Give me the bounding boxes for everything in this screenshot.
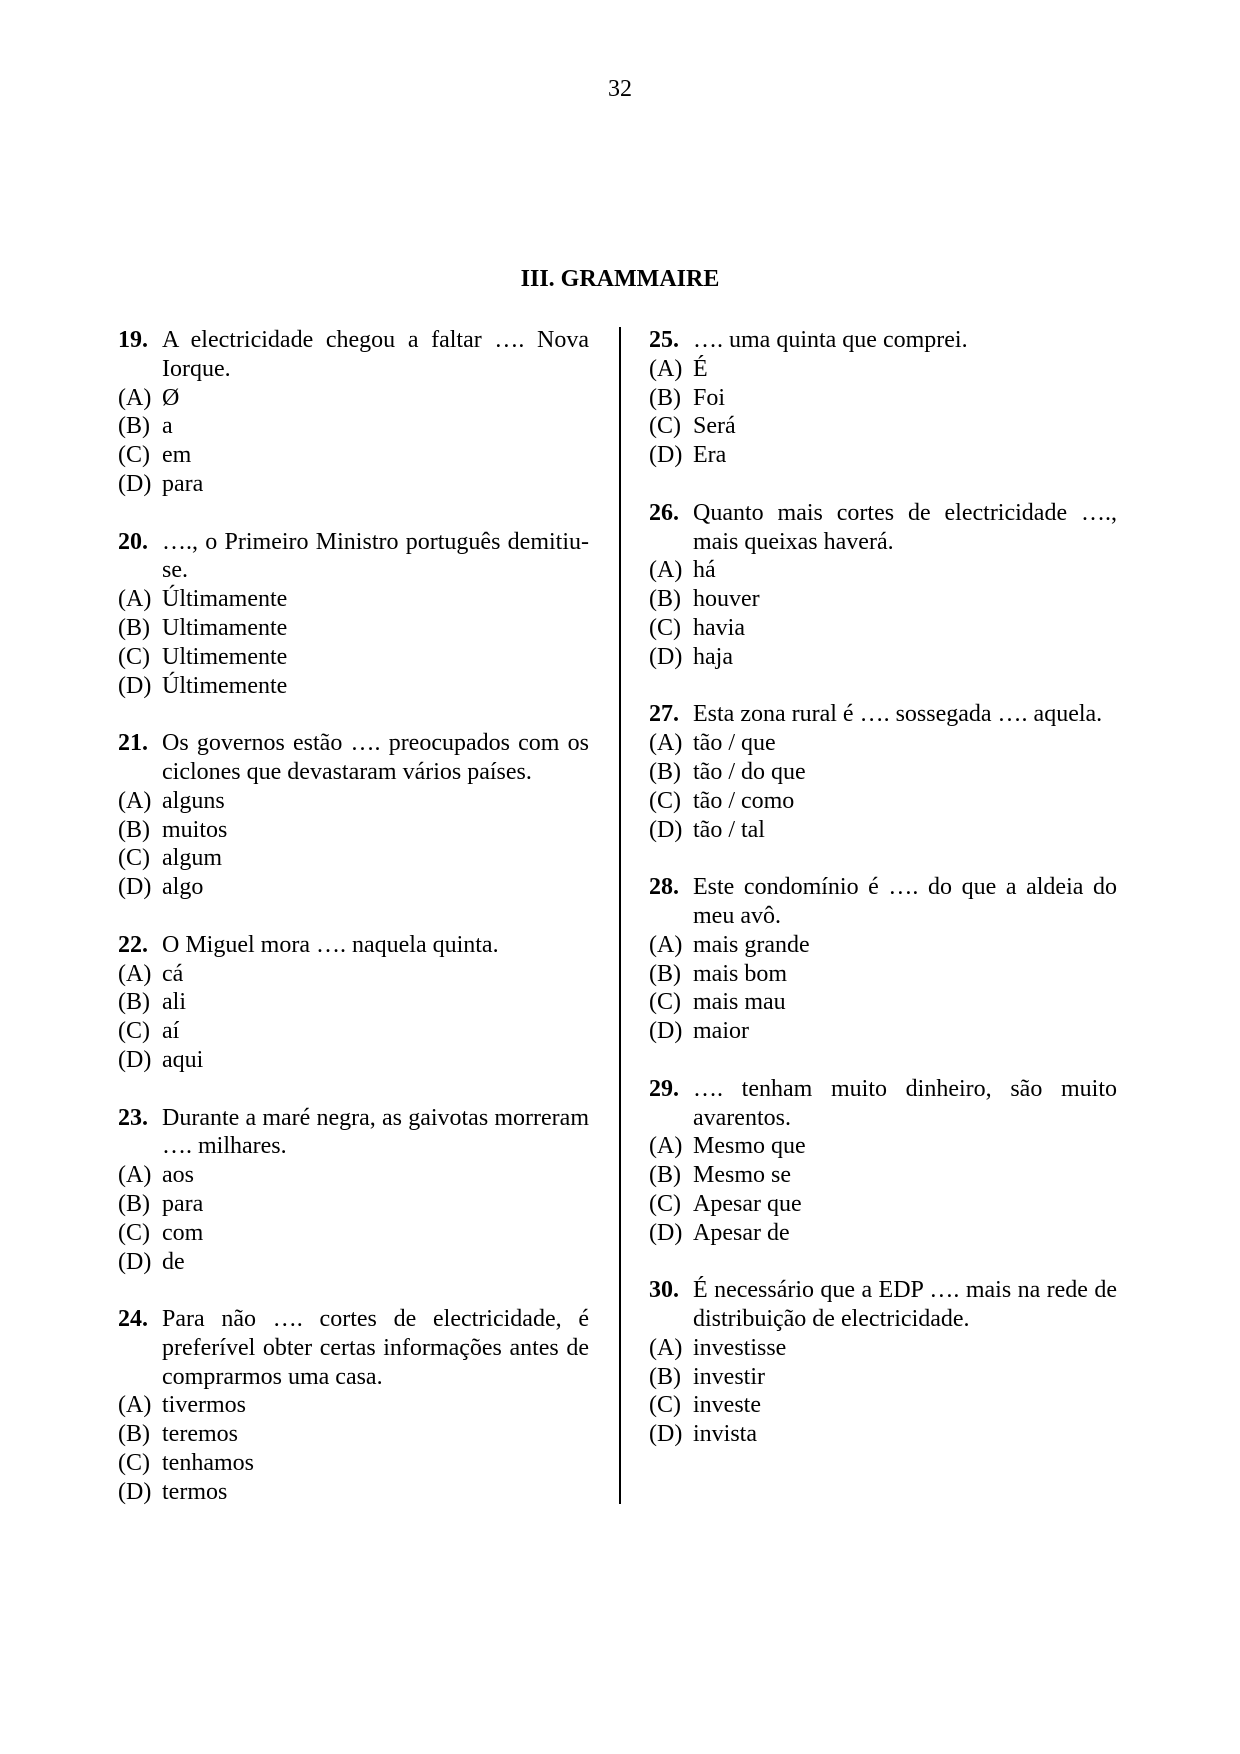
option-b — [649, 585, 1117, 614]
option-d — [649, 1017, 1117, 1046]
option-b — [649, 758, 1117, 787]
question-text: É necessário que a EDP …. mais na rede de distribuição de electricidade. — [693, 1277, 1117, 1333]
option-text: haja — [693, 643, 733, 670]
question-20 — [118, 528, 589, 701]
option-letter: (B) — [118, 614, 150, 641]
question-stem — [118, 326, 589, 384]
option-d — [649, 441, 1117, 470]
option-c — [649, 412, 1117, 441]
question-30 — [649, 1276, 1117, 1449]
option-text: de — [162, 1248, 185, 1275]
option-c — [118, 643, 589, 672]
option-a — [649, 729, 1117, 758]
option-a — [118, 585, 589, 614]
option-letter: (C) — [649, 413, 681, 440]
option-text: tão / tal — [693, 816, 765, 843]
option-c — [649, 1190, 1117, 1219]
option-text: houver — [693, 586, 760, 613]
option-text: algum — [162, 845, 222, 872]
option-letter: (C) — [118, 643, 150, 670]
option-a — [649, 355, 1117, 384]
option-text: Era — [693, 442, 727, 469]
section-title: III. GRAMMAIRE — [520, 266, 720, 292]
question-number: 29. — [649, 1075, 679, 1102]
option-text: cá — [162, 960, 184, 987]
question-number: 23. — [118, 1104, 148, 1131]
option-letter: (A) — [118, 960, 152, 987]
option-text: invista — [693, 1421, 757, 1448]
option-text: com — [162, 1219, 204, 1246]
page-number: 32 — [608, 76, 632, 102]
option-letter: (C) — [118, 1018, 150, 1045]
question-text: Os governos estão …. preocupados com os ciclones que devastaram vários países. — [162, 730, 589, 785]
option-text: Apesar que — [693, 1190, 802, 1217]
option-letter: (A) — [649, 1133, 683, 1160]
option-letter: (A) — [649, 355, 683, 382]
option-text: aos — [162, 1162, 194, 1189]
question-number: 20. — [118, 528, 148, 555]
option-a — [118, 1391, 589, 1420]
option-letter: (A) — [118, 1392, 152, 1419]
question-number: 25. — [649, 327, 679, 353]
option-text: muitos — [162, 816, 228, 843]
option-text: aqui — [162, 1046, 204, 1073]
option-d — [649, 643, 1117, 672]
option-text: aí — [162, 1018, 180, 1045]
option-letter: (D) — [649, 816, 683, 843]
question-text: Para não …. cortes de electricidade, é preferível obter certas informações antes de comprarmos uma casa. — [162, 1306, 589, 1390]
question-27 — [649, 700, 1117, 844]
option-letter: (A) — [649, 1334, 683, 1361]
question-stem — [118, 931, 589, 960]
option-d — [118, 873, 589, 902]
option-c — [118, 844, 589, 873]
option-a — [118, 787, 589, 816]
option-b — [649, 1161, 1117, 1190]
option-letter: (D) — [649, 442, 683, 469]
option-letter: (D) — [649, 1018, 683, 1045]
option-b — [649, 1363, 1117, 1392]
option-a — [649, 931, 1117, 960]
question-21 — [118, 729, 589, 902]
option-text: ali — [162, 989, 186, 1016]
option-letter: (A) — [649, 931, 683, 958]
option-letter: (C) — [649, 1392, 681, 1419]
option-b — [118, 816, 589, 845]
option-text: Ultimemente — [162, 643, 288, 670]
option-text: Foi — [693, 384, 726, 411]
option-text: É — [693, 355, 708, 382]
option-text: termos — [162, 1478, 228, 1505]
column-divider — [619, 327, 621, 1504]
option-text: há — [693, 557, 716, 584]
option-letter: (C) — [649, 614, 681, 641]
option-text: Últimamente — [162, 586, 288, 613]
question-stem — [649, 700, 1117, 729]
option-letter: (B) — [649, 960, 681, 987]
option-text: Últimemente — [162, 672, 288, 699]
option-letter: (A) — [649, 557, 683, 584]
option-d — [649, 1219, 1117, 1248]
option-text: para — [162, 1190, 204, 1217]
option-a — [118, 960, 589, 989]
option-text: mais mau — [693, 989, 786, 1016]
question-stem — [118, 1104, 589, 1162]
option-text: investisse — [693, 1334, 787, 1361]
option-a — [118, 1161, 589, 1190]
option-letter: (B) — [118, 816, 150, 843]
option-letter: (C) — [118, 1450, 150, 1477]
option-text: mais grande — [693, 931, 810, 958]
option-letter: (D) — [118, 1046, 152, 1073]
option-letter: (D) — [118, 1248, 152, 1275]
option-text: a — [162, 413, 173, 440]
option-c — [118, 1219, 589, 1248]
option-text: Mesmo que — [693, 1133, 806, 1160]
option-text: tenhamos — [162, 1450, 254, 1477]
option-b — [118, 412, 589, 441]
option-text: alguns — [162, 787, 225, 814]
option-c — [118, 1449, 589, 1478]
option-text: em — [162, 442, 192, 469]
option-text: havia — [693, 614, 745, 641]
option-d — [118, 1046, 589, 1075]
question-number: 30. — [649, 1277, 679, 1304]
option-d — [649, 816, 1117, 845]
question-text: Quanto mais cortes de electricidade …., mais queixas haverá. — [693, 499, 1117, 555]
option-letter: (B) — [649, 1363, 681, 1390]
question-stem — [649, 1075, 1117, 1133]
option-text: teremos — [162, 1421, 238, 1448]
option-c — [649, 787, 1117, 816]
option-d — [118, 672, 589, 701]
question-text: A electricidade chegou a faltar …. Nova Iorque. — [162, 327, 589, 382]
option-letter: (C) — [118, 1219, 150, 1246]
question-number: 24. — [118, 1306, 148, 1333]
question-29 — [649, 1075, 1117, 1248]
option-text: tão / que — [693, 730, 776, 757]
question-number: 19. — [118, 327, 148, 353]
option-a — [649, 1132, 1117, 1161]
option-letter: (A) — [118, 586, 152, 613]
question-25 — [649, 326, 1117, 470]
option-letter: (D) — [649, 643, 683, 670]
option-b — [649, 384, 1117, 413]
option-letter: (B) — [649, 586, 681, 613]
question-text: Durante a maré negra, as gaivotas morreram …. milhares. — [162, 1104, 589, 1160]
option-c — [649, 1391, 1117, 1420]
question-stem — [118, 729, 589, 787]
option-b — [118, 1190, 589, 1219]
option-letter: (D) — [118, 672, 152, 699]
option-letter: (D) — [649, 1219, 683, 1246]
question-number: 26. — [649, 499, 679, 526]
option-letter: (B) — [118, 989, 150, 1016]
option-b — [649, 960, 1117, 989]
option-c — [118, 1017, 589, 1046]
question-26 — [649, 499, 1117, 672]
question-number: 28. — [649, 874, 679, 901]
option-text: Apesar de — [693, 1219, 790, 1246]
option-text: para — [162, 470, 204, 497]
question-text: …. uma quinta que comprei. — [693, 327, 968, 353]
question-stem — [118, 1305, 589, 1391]
question-stem — [649, 326, 1117, 355]
option-a — [118, 384, 589, 413]
option-letter: (B) — [649, 1162, 681, 1189]
option-letter: (C) — [649, 787, 681, 814]
option-text: tão / como — [693, 787, 795, 814]
question-text: …., o Primeiro Ministro português demitiu-se. — [162, 528, 589, 584]
option-d — [118, 470, 589, 499]
question-text: …. tenham muito dinheiro, são muito avarentos. — [693, 1075, 1117, 1131]
option-d — [118, 1248, 589, 1277]
option-b — [118, 614, 589, 643]
question-stem — [649, 873, 1117, 931]
option-letter: (A) — [118, 1162, 152, 1189]
option-letter: (D) — [649, 1421, 683, 1448]
option-letter: (B) — [118, 413, 150, 440]
option-text: Será — [693, 413, 736, 440]
question-23 — [118, 1104, 589, 1277]
option-d — [118, 1478, 589, 1507]
option-letter: (B) — [649, 384, 681, 411]
question-stem — [649, 499, 1117, 557]
option-text: mais bom — [693, 960, 787, 987]
question-number: 22. — [118, 931, 148, 958]
option-letter: (C) — [649, 1190, 681, 1217]
option-letter: (A) — [649, 730, 683, 757]
question-text: Este condomínio é …. do que a aldeia do meu avô. — [693, 874, 1117, 929]
option-letter: (C) — [118, 845, 150, 872]
question-19 — [118, 326, 589, 499]
option-text: maior — [693, 1018, 749, 1045]
option-letter: (C) — [118, 442, 150, 469]
option-letter: (B) — [118, 1421, 150, 1448]
option-letter: (D) — [118, 470, 152, 497]
option-letter: (A) — [118, 384, 152, 411]
option-letter: (D) — [118, 1478, 152, 1505]
option-text: Mesmo se — [693, 1162, 791, 1189]
option-text: investir — [693, 1363, 765, 1390]
option-letter: (D) — [118, 874, 152, 901]
option-letter: (B) — [118, 1190, 150, 1217]
question-24 — [118, 1305, 589, 1507]
right-column — [649, 326, 1117, 1478]
option-text: Ultimamente — [162, 614, 288, 641]
question-number: 27. — [649, 701, 679, 728]
question-22 — [118, 931, 589, 1075]
question-28 — [649, 873, 1117, 1046]
option-text: investe — [693, 1392, 761, 1419]
question-text: O Miguel mora …. naquela quinta. — [162, 931, 499, 958]
option-letter: (A) — [118, 787, 152, 814]
option-c — [649, 988, 1117, 1017]
option-text: algo — [162, 874, 204, 901]
option-c — [649, 614, 1117, 643]
option-b — [118, 988, 589, 1017]
option-letter: (C) — [649, 989, 681, 1016]
question-number: 21. — [118, 730, 148, 757]
option-text: tão / do que — [693, 758, 806, 785]
question-stem — [649, 1276, 1117, 1334]
left-column — [118, 326, 589, 1535]
option-text: Ø — [162, 384, 180, 411]
option-b — [118, 1420, 589, 1449]
question-stem — [118, 528, 589, 586]
option-letter: (B) — [649, 758, 681, 785]
option-d — [649, 1420, 1117, 1449]
question-text: Esta zona rural é …. sossegada …. aquela. — [693, 701, 1103, 728]
option-text: tivermos — [162, 1392, 246, 1419]
option-a — [649, 556, 1117, 585]
option-c — [118, 441, 589, 470]
option-a — [649, 1334, 1117, 1363]
